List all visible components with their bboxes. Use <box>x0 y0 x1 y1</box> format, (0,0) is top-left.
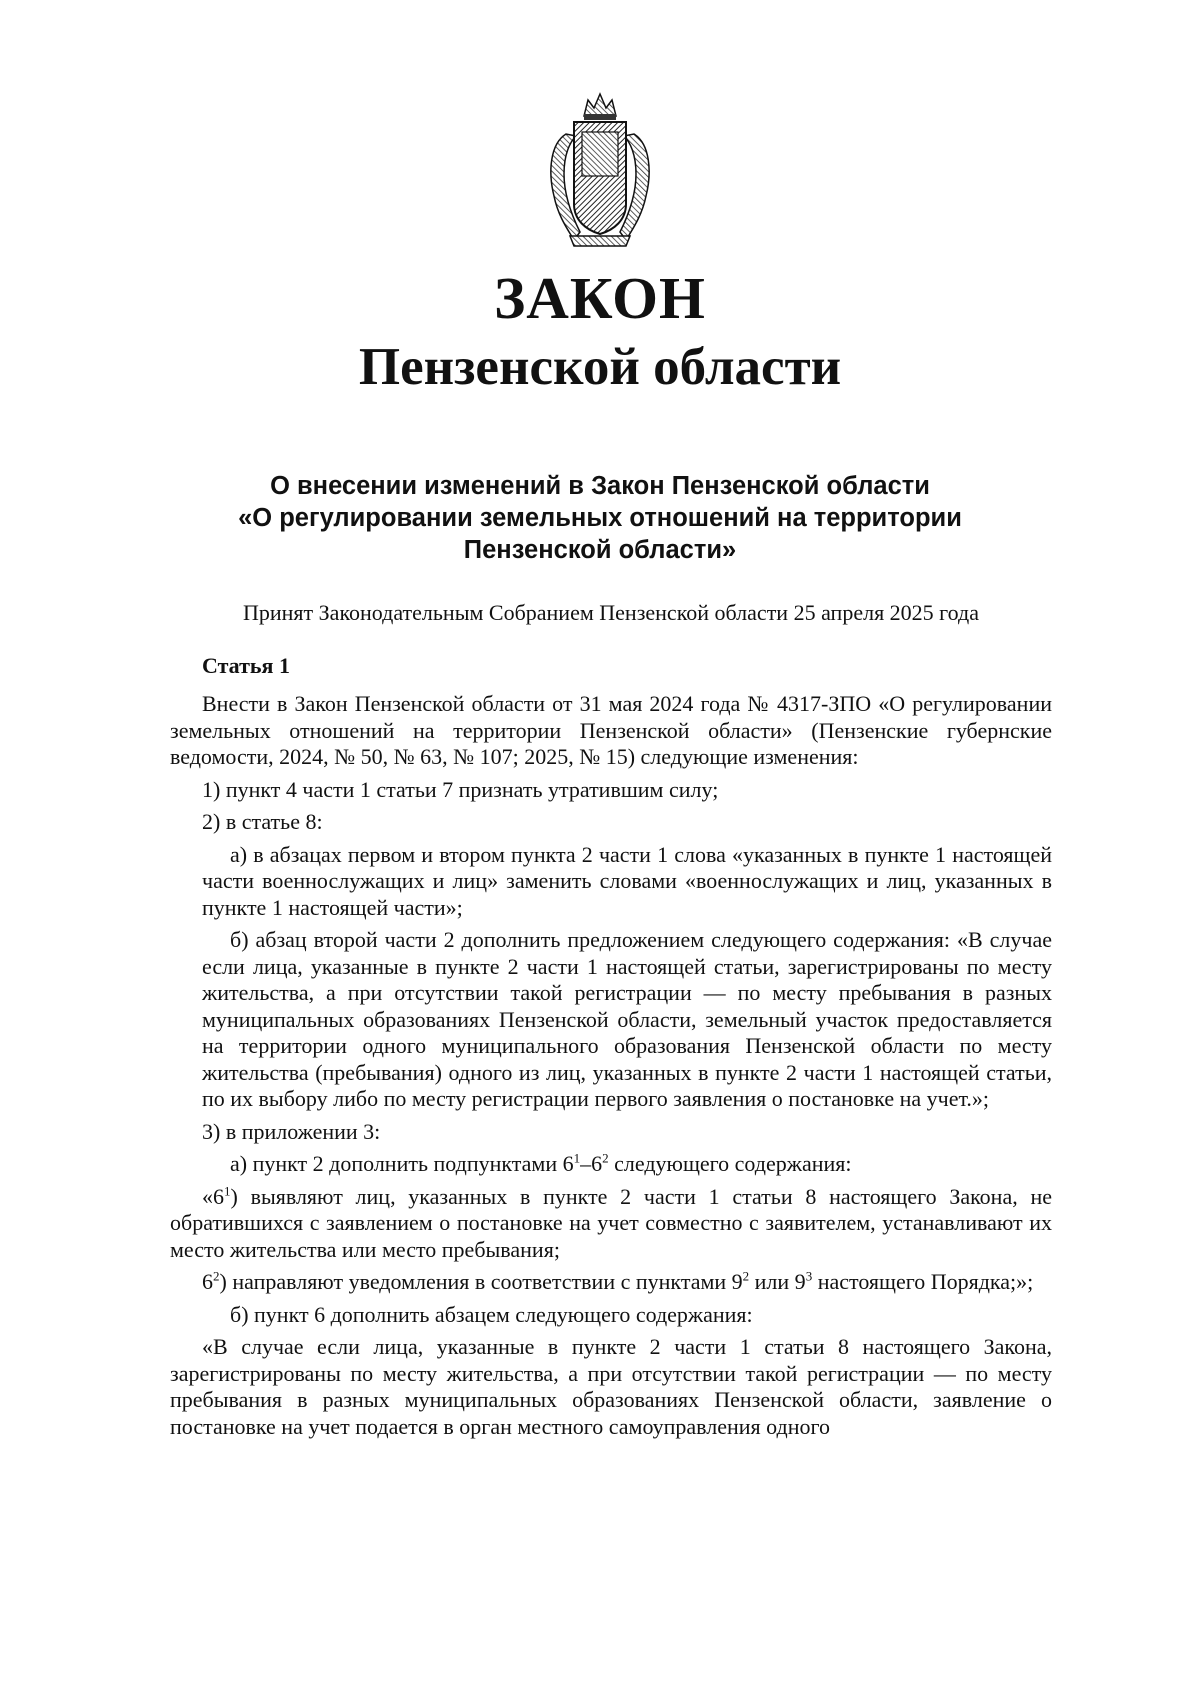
law-heading-line: О внесении изменений в Закон Пензенской области <box>270 472 930 500</box>
document-subtitle: Пензенской области <box>358 338 842 396</box>
superscript: 3 <box>805 1268 813 1284</box>
subitem-3b: б) пункт 6 дополнить абзацем следующего содержания: <box>230 1301 753 1327</box>
document-body <box>170 600 1052 1446</box>
article-intro: Внести в Закон Пензенской области от 31 мая 2024 года № 4317-ЗПО «О регулировании земельных отношений на территории Пензенской области» (Пензенские губернские ведомости, 2024, № 50, № 63, № 107; 2025, № 15) следующие изменения: <box>170 691 1052 769</box>
superscript: 2 <box>742 1268 750 1284</box>
paragraph-text: ) направляют уведомления в соответствии с пунктами 9 <box>219 1269 743 1294</box>
law-heading-line: Пензенской области» <box>463 536 737 564</box>
subitem-3a-text: –6 <box>580 1151 603 1176</box>
subitem-3a-text: а) пункт 2 дополнить подпунктами 6 <box>230 1151 574 1176</box>
subitem-2b: б) абзац второй части 2 дополнить предложением следующего содержания: «В случае если лица, указанные в пункте 2 части 1 настоящей статьи, зарегистрированы по месту жительства, а при отсутствии такой регистрации — по месту пребывания в разных муниципальных образованиях Пензенской области, земельный участок предоставляется на территории одного муниципального образования Пензенской области по месту жительства (пребывания) одного из лиц, указанных в пункте 2 части 1 настоящей статьи, по их выбору либо по месту регистрации первого заявления о постановке на учет.»; <box>202 927 1052 1111</box>
article-title: Статья 1 <box>202 652 290 678</box>
quoted-paragraph: «В случае если лица, указанные в пункте 2 части 1 статьи 8 настоящего Закона, зарегистрированы по месту жительства, а при отсутствии такой регистрации — по месту пребывания в разных муниципальных образованиях Пензенской области, заявление о постановке на учет подается в орган местного самоуправления одного <box>170 1334 1052 1439</box>
subitem-2a: а) в абзацах первом и втором пункта 2 части 1 слова «указанных в пункте 1 настоящей части военнослужащих и лиц» заменить словами «военнослужащих и лиц, указанных в пункте 1 настоящей части»; <box>202 841 1052 920</box>
superscript: 2 <box>213 1268 220 1284</box>
document-title: ЗАКОН <box>494 265 706 331</box>
subitem-block <box>170 1302 1052 1329</box>
paragraph-text: или 9 <box>749 1269 806 1294</box>
subitem-block <box>170 842 1052 1113</box>
superscript: 1 <box>573 1150 581 1166</box>
paragraph-text: ) выявляют лиц, указанных в пункте 2 части 1 статьи 8 настоящего Закона, не обратившихся с заявлением о постановке на учет совместно с заявителем, устанавливают их место жительства или место пребывания; <box>170 1183 1052 1262</box>
subitem-3a-text: следующего содержания: <box>608 1151 852 1176</box>
adoption-note: Принят Законодательным Собранием Пензенской области 25 апреля 2025 года <box>242 600 979 625</box>
subitem-block <box>170 1151 1052 1178</box>
subitem-3a <box>202 1151 1052 1178</box>
paragraph-text: настоящего Порядка;»; <box>812 1269 1034 1294</box>
law-heading <box>170 470 1030 566</box>
paragraph-6-1 <box>170 1184 1052 1264</box>
paragraph-text: «6 <box>202 1183 224 1209</box>
list-item-2: 2) в статье 8: <box>202 809 323 834</box>
paragraph-6-2 <box>170 1269 1052 1296</box>
coat-of-arms-icon <box>540 92 660 254</box>
list-item-1: 1) пункт 4 части 1 статьи 7 признать утратившим силу; <box>202 776 719 802</box>
superscript: 2 <box>602 1150 609 1166</box>
superscript: 1 <box>224 1183 231 1199</box>
law-heading-line: «О регулировании земельных отношений на территории <box>238 504 962 532</box>
list-item-3: 3) в приложении 3: <box>202 1118 381 1144</box>
paragraph-text: 6 <box>202 1269 213 1294</box>
